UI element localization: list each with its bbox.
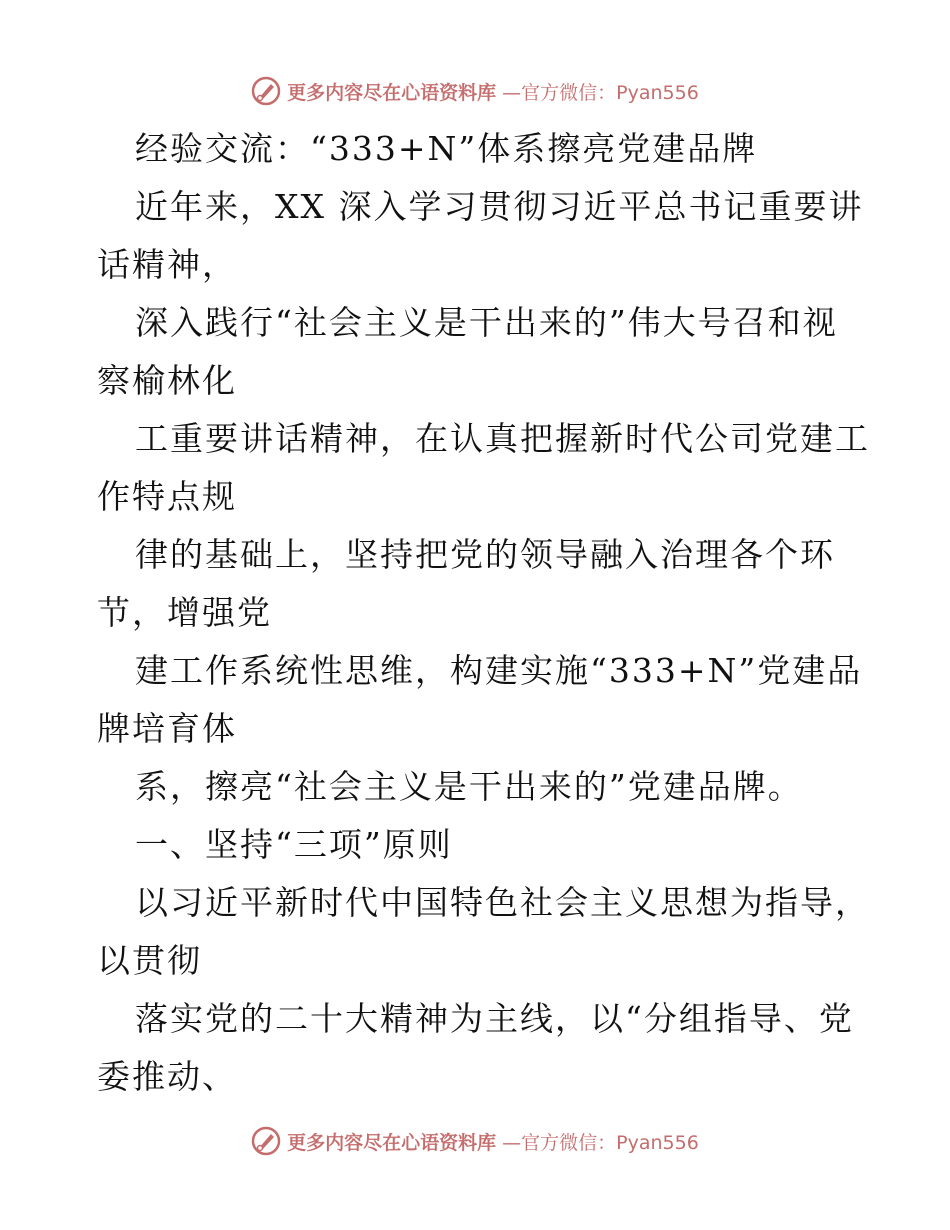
paragraph-line: 以习近平新时代中国特色社会主义思想为指导， xyxy=(135,883,870,922)
paragraph-line: 作特点规 xyxy=(97,477,237,516)
paragraph-line: 牌培育体 xyxy=(97,709,237,748)
watermark-contact: —官方微信：Pyan556 xyxy=(502,81,699,104)
section-heading: 一、坚持“三项”原则 xyxy=(135,825,453,864)
paragraph-line: 以贯彻 xyxy=(97,941,202,980)
paragraph-line: 深入践行“社会主义是干出来的”伟大号召和视 xyxy=(135,303,838,342)
document-title: 经验交流：“333+N”体系擦亮党建品牌 xyxy=(135,129,758,168)
footer-watermark xyxy=(0,1121,950,1161)
paragraph-line: 话精神， xyxy=(97,245,237,284)
paragraph-line: 节，增强党 xyxy=(97,593,272,632)
paragraph-line: 察榆林化 xyxy=(97,361,237,400)
paragraph-line: 律的基础上，坚持把党的领导融入治理各个环 xyxy=(135,535,835,574)
paragraph-line: 系，擦亮“社会主义是干出来的”党建品牌。 xyxy=(135,767,803,806)
watermark-brand: 更多内容尽在心语资料库 xyxy=(287,1131,497,1154)
header-watermark xyxy=(0,71,950,111)
paragraph-line: 近年来，XX 深入学习贯彻习近平总书记重要讲 xyxy=(135,187,864,226)
brush-pen-logo-icon xyxy=(251,1126,281,1156)
paragraph-line: 落实党的二十大精神为主线，以“分组指导、党 xyxy=(135,999,854,1038)
paragraph-line: 建工作系统性思维，构建实施“333+N”党建品 xyxy=(135,651,863,690)
watermark-contact: —官方微信：Pyan556 xyxy=(502,1131,699,1154)
paragraph-line: 工重要讲话精神，在认真把握新时代公司党建工 xyxy=(135,419,870,458)
paragraph-line: 委推动、 xyxy=(97,1057,237,1096)
watermark-brand: 更多内容尽在心语资料库 xyxy=(287,81,497,104)
brush-pen-logo-icon xyxy=(251,76,281,106)
